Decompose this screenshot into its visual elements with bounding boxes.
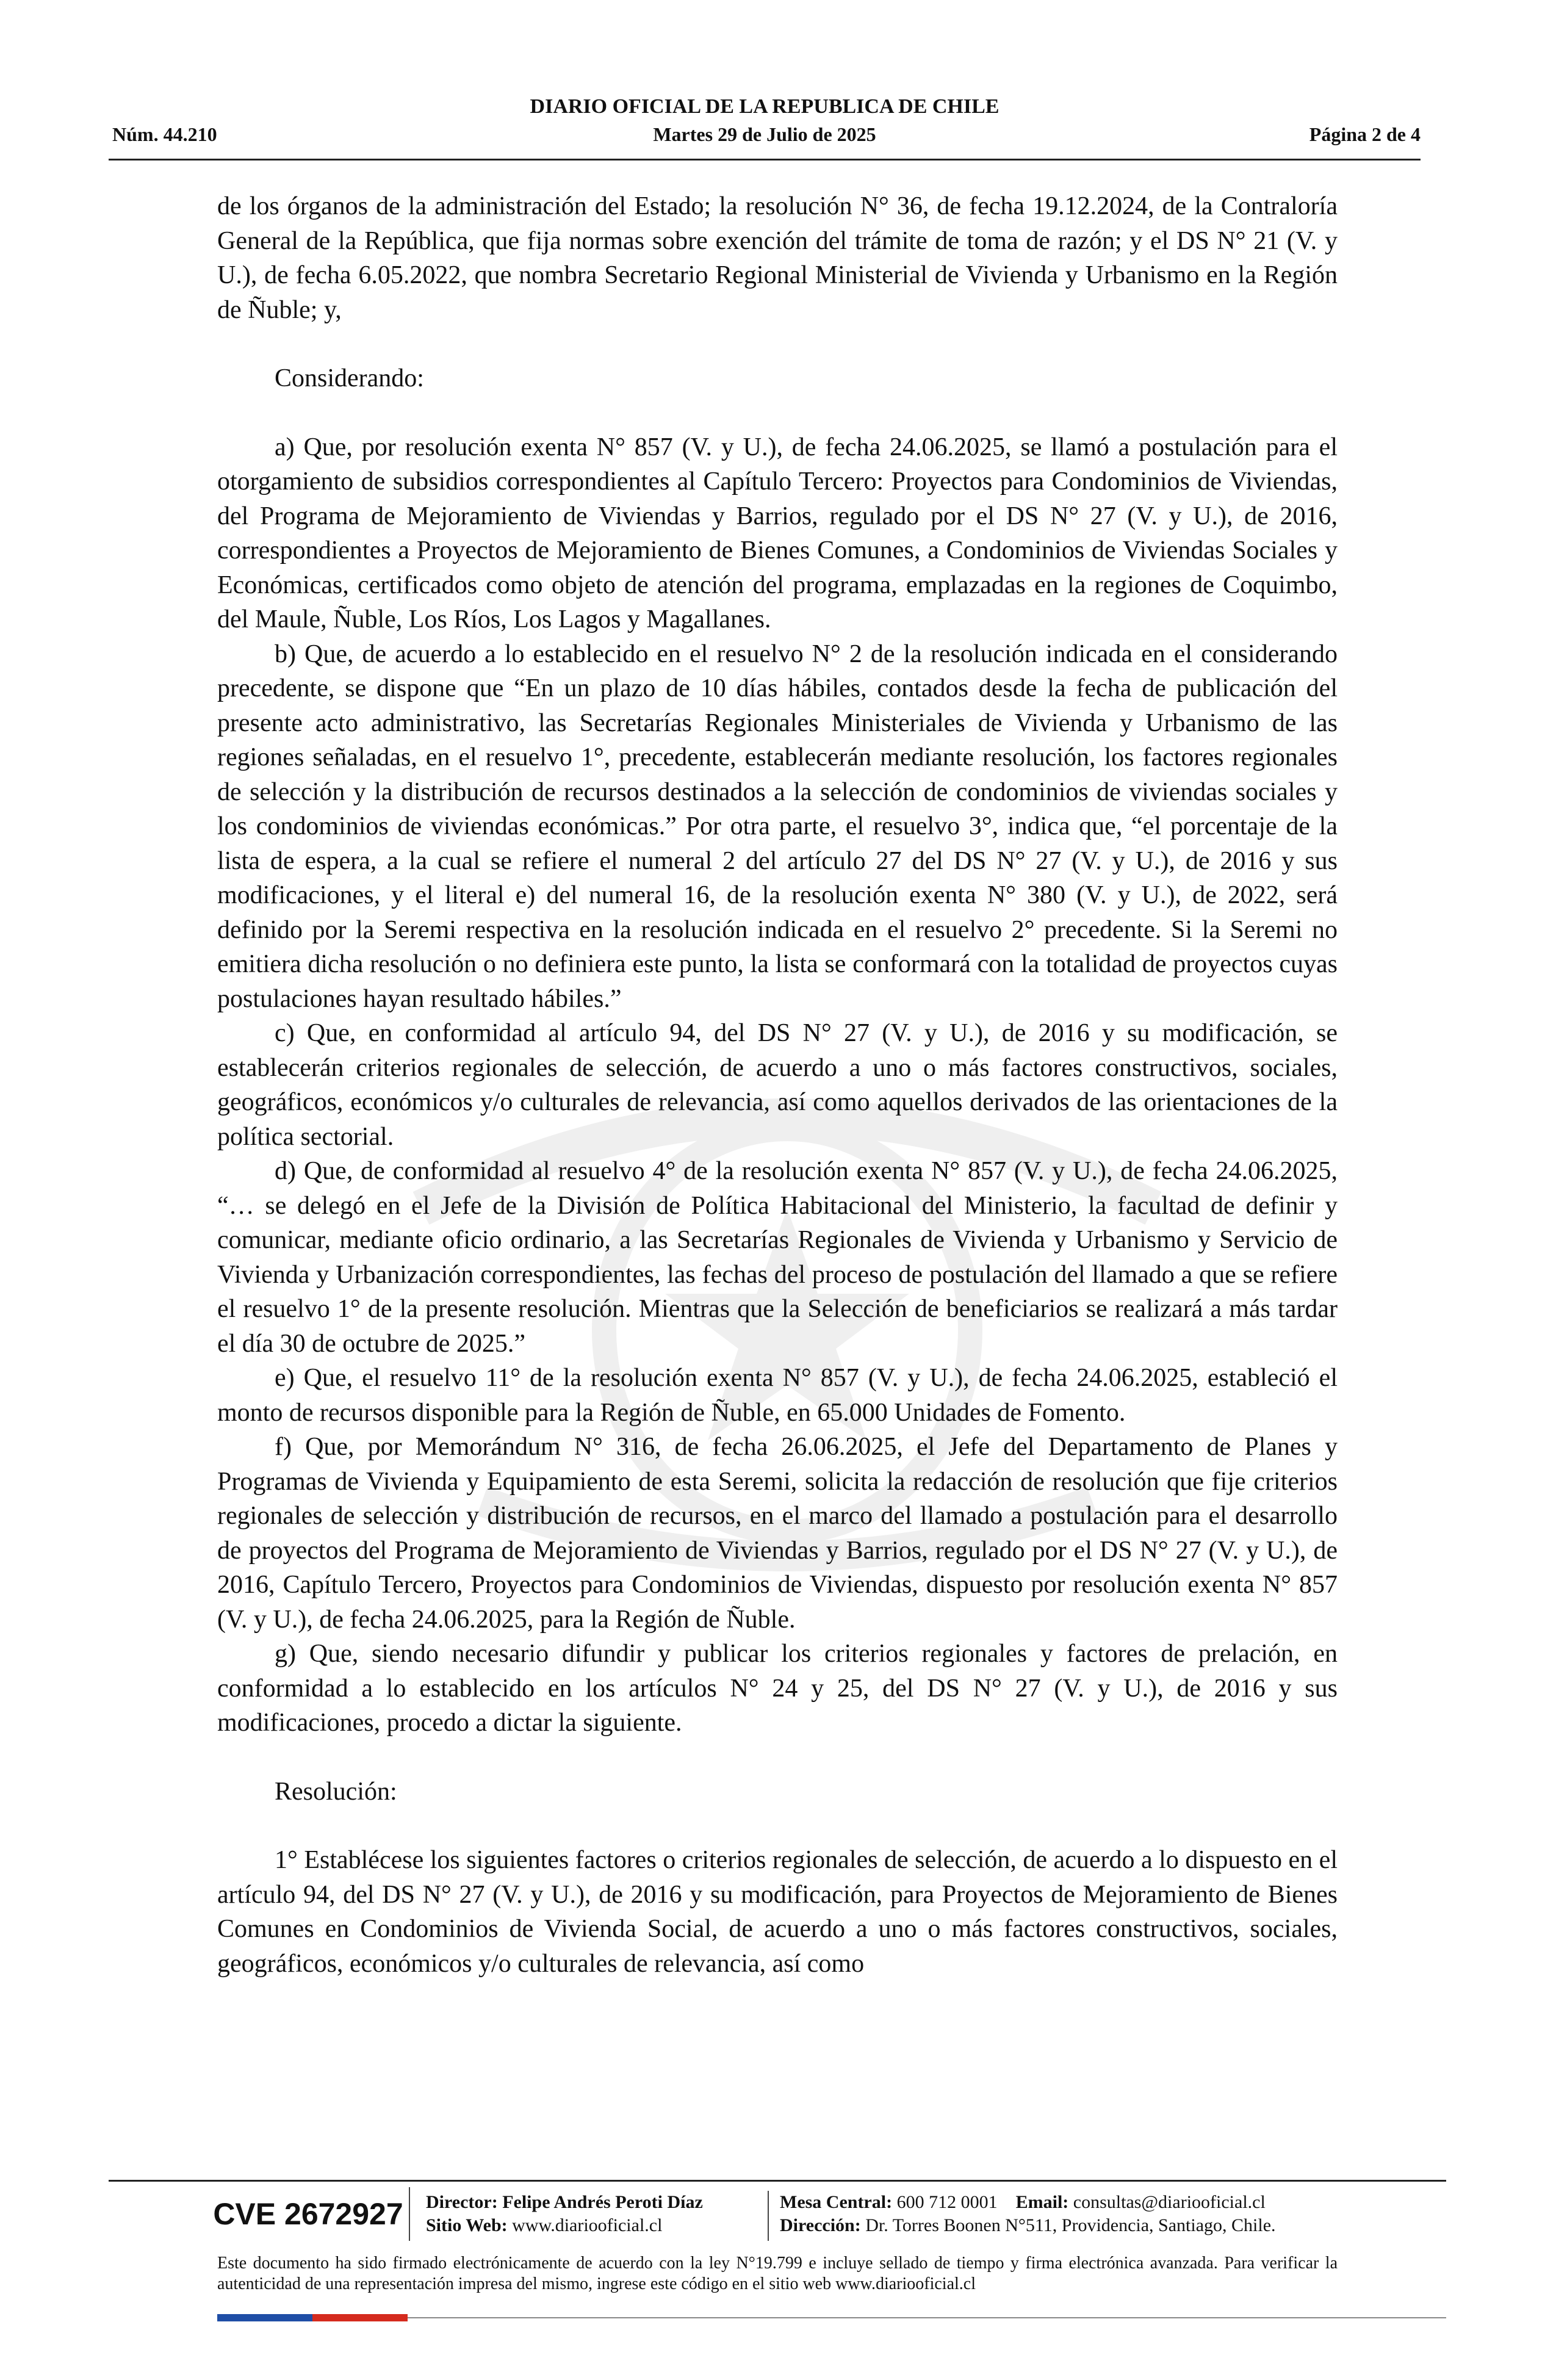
email-link[interactable]: consultas@diariooficial.cl bbox=[1073, 2192, 1266, 2212]
document-body bbox=[217, 189, 1338, 1981]
considerando-f: f) Que, por Memorándum N° 316, de fecha 26.06.2025, el Jefe del Departamento de Planes y Programas de Vivienda y Equipamiento de esta Seremi, solicita la redacción de resolución que fije criterios regionales de selección y distribución de recursos, en el marco del llamado a postulación para el desarrollo de proyectos del Programa de Mejoramiento de Viviendas y Barrios, regulado por el DS N° 27 (V. y U.), de 2016, Capítulo Tercero, Proyectos para Condominios de Viviendas, dispuesto por resolución exenta N° 857 (V. y U.), de fecha 24.06.2025, para la Región de Ñuble. bbox=[217, 1433, 1338, 1634]
web-link[interactable]: www.diariooficial.cl bbox=[512, 2215, 663, 2235]
direccion-label: Dirección: bbox=[780, 2215, 861, 2235]
resolucion-1: 1° Establécese los siguientes factores o criterios regionales de selección, de acuerdo a lo dispuesto en el artículo 94, del DS N° 27 (V. y U.), de 2016 y su modificación, para Proyectos de Mejoramiento de Bienes Comunes en Condominios de Vivienda Social, de acuerdo a uno o más factores constructivos, sociales, geográficos, económicos y/o culturales de relevancia, así como bbox=[217, 1846, 1338, 1978]
cve-code: CVE 2672927 bbox=[207, 2187, 410, 2241]
issue-number: Núm. 44.210 bbox=[112, 123, 217, 145]
footer-divider bbox=[109, 2180, 1446, 2182]
mesa-label: Mesa Central: bbox=[780, 2192, 893, 2212]
considerando-b: b) Que, de acuerdo a lo establecido en el resuelvo N° 2 de la resolución indicada en el considerando precedente, se dispone que “En un plazo de 10 días hábiles, contados desde la fecha de publicación del presente acto administrativo, las Secretarías Regionales Ministeriales de Vivienda y Urbanismo de las regiones señaladas, en el resuelvo 1°, precedente, establecerán mediante resolución, los factores regionales de selección y la distribución de recursos destinados a la selección de condominios de viviendas sociales y los condominios de viviendas económicas.” Por otra parte, el resuelvo 3°, indica que, “el porcentaje de la lista de espera, a la cual se refiere el numeral 2 del artículo 27 del DS N° 27 (V. y U.), de 2016 y sus modificaciones, y el literal e) del numeral 16, de la resolución exenta N° 380 (V. y U.), de 2022, será definido por la Seremi respectiva en la resolución indicada en el resuelvo 2° precedente. Si la Seremi no emitiera dicha resolución o no definiera este punto, la lista se conformará con la totalidad de proyectos cuyas postulaciones hayan resultado hábiles.” bbox=[217, 640, 1338, 1013]
page-number: Página 2 de 4 bbox=[1309, 123, 1421, 145]
considerando-e: e) Que, el resuelvo 11° de la resolución exenta N° 857 (V. y U.), de fecha 24.06.2025, estableció el monto de recursos disponible para la Región de Ñuble, en 65.000 Unidades de Fomento. bbox=[217, 1364, 1338, 1427]
considerando-a: a) Que, por resolución exenta N° 857 (V. y U.), de fecha 24.06.2025, se llamó a postulación para el otorgamiento de subsidios correspondientes al Capítulo Tercero: Proyectos para Condominios de Viviendas, del Programa de Mejoramiento de Viviendas y Barrios, regulado por el DS N° 27 (V. y U.), de 2016, correspondientes a Proyectos de Mejoramiento de Bienes Comunes, a Condominios de Viviendas Sociales y Económicas, certificados como objeto de atención del programa, emplazadas en la regiones de Coquimbo, del Maule, Ñuble, Los Ríos, Los Lagos y Magallanes. bbox=[217, 433, 1338, 633]
footer-contact-block bbox=[780, 2191, 1421, 2237]
issue-date: Martes 29 de Julio de 2025 bbox=[653, 123, 876, 145]
footer-director-block bbox=[426, 2191, 769, 2241]
considerando-g: g) Que, siendo necesario difundir y publicar los criterios regionales y factores de prelación, en conformidad a lo establecido en los artículos N° 24 y 25, del DS N° 27 (V. y U.), de 2016 y sus modificaciones, procedo a dictar la siguiente. bbox=[217, 1640, 1338, 1737]
director-name: Felipe Andrés Peroti Díaz bbox=[502, 2192, 703, 2212]
considerando-d: d) Que, de conformidad al resuelvo 4° de la resolución exenta N° 857 (V. y U.), de fecha 24.06.2025, “… se delegó en el Jefe de la División de Política Habitacional del Ministerio, la facultad de definir y comunicar, mediante oficio ordinario, a las Secretarías Regionales de Vivienda y Urbanismo y Servicio de Vivienda y Urbanización correspondientes, las fechas del proceso de postulación del llamado a que se refiere el resuelvo 1° de la presente resolución. Mientras que la Selección de beneficiarios se realizará a más tardar el día 30 de octubre de 2025.” bbox=[217, 1157, 1338, 1358]
director-label: Director: bbox=[426, 2192, 498, 2212]
signature-note: Este documento ha sido firmado electrónicamente de acuerdo con la ley N°19.799 e incluye sellado de tiempo y firma electrónica avanzada. Para verificar la autenticidad de una representación impresa del mismo, ingrese este código en el sitio web www.diariooficial.cl bbox=[217, 2254, 1338, 2293]
resolucion-heading: Resolución: bbox=[275, 1777, 397, 1806]
footer-bottom-line bbox=[408, 2317, 1446, 2318]
intro-paragraph: de los órganos de la administración del Estado; la resolución N° 36, de fecha 19.12.2024, de la Contraloría General de la República, que fija normas sobre exención del trámite de toma de razón; y el DS N° 21 (V. y U.), de fecha 6.05.2022, que nombra Secretario Regional Ministerial de Vivienda y Urbanismo en la Región de Ñuble; y, bbox=[217, 192, 1338, 324]
web-label: Sitio Web: bbox=[426, 2215, 508, 2235]
considerando-c: c) Que, en conformidad al artículo 94, del DS N° 27 (V. y U.), de 2016 y su modificación, se establecerán criterios regionales de selección, de acuerdo a uno o más factores constructivos, sociales, geográficos, económicos y/o culturales de relevancia, así como aquellos derivados de las orientaciones de la política sectorial. bbox=[217, 1019, 1338, 1151]
considerando-heading: Considerando: bbox=[275, 364, 424, 392]
email-label: Email: bbox=[1015, 2192, 1069, 2212]
mesa-phone: 600 712 0001 bbox=[896, 2192, 998, 2212]
flag-stripe bbox=[217, 2314, 408, 2321]
page-header bbox=[109, 92, 1421, 160]
publication-title: DIARIO OFICIAL DE LA REPUBLICA DE CHILE bbox=[530, 95, 1000, 118]
direccion-text: Dr. Torres Boonen N°511, Providencia, Santiago, Chile. bbox=[865, 2215, 1276, 2235]
